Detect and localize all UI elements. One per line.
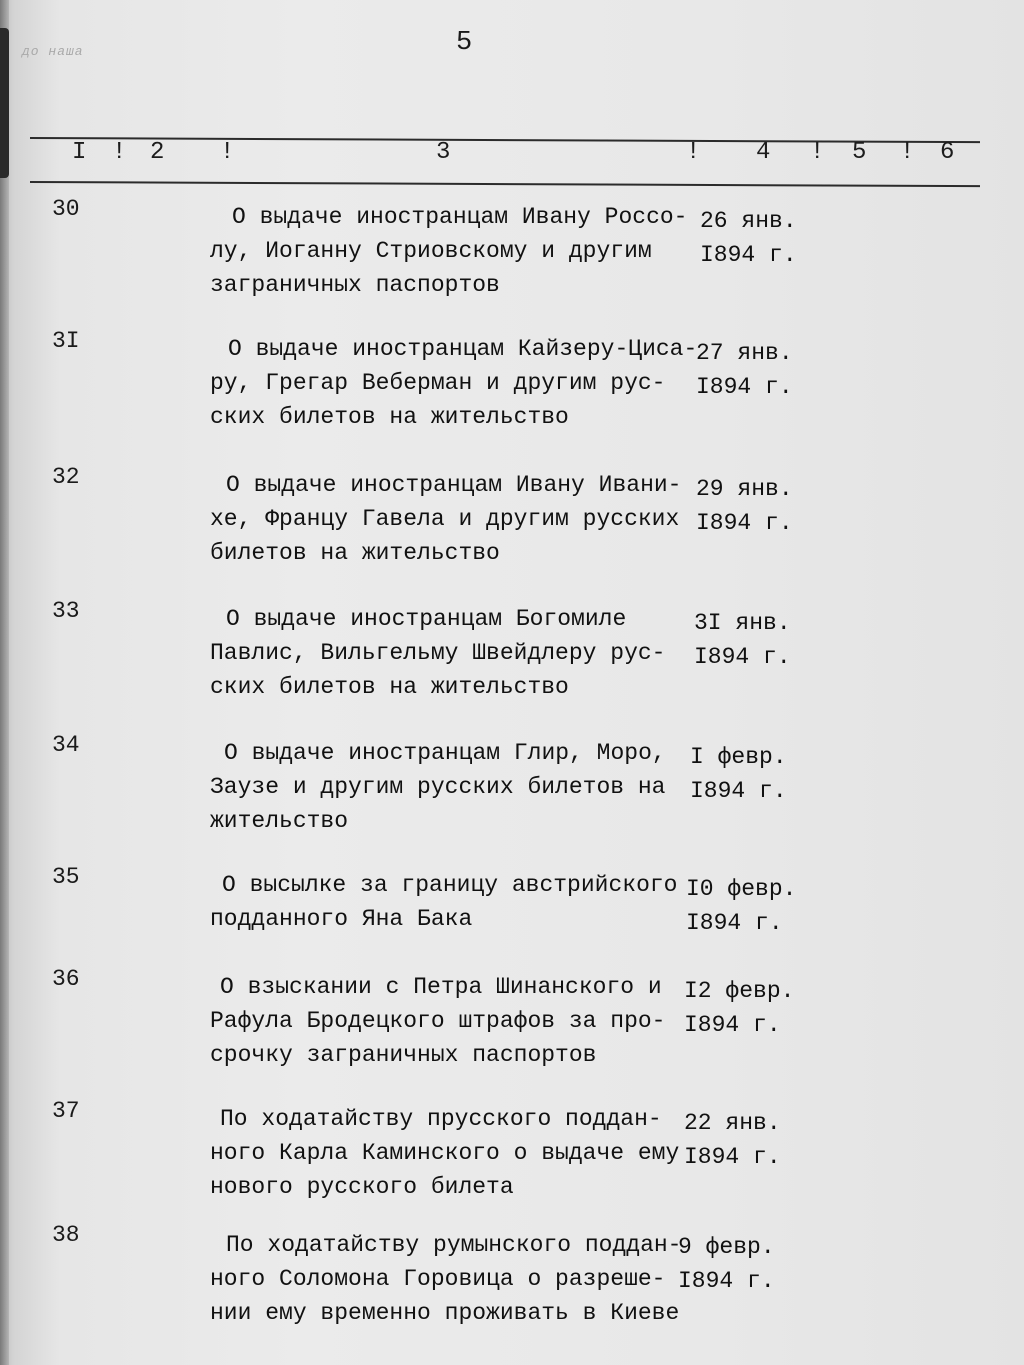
entry-line: срочку заграничных паспортов: [210, 1042, 597, 1068]
entry-line: ских билетов на жительство: [210, 404, 569, 430]
header-col-5: 5: [852, 139, 867, 166]
entry-description: [210, 1102, 685, 1204]
entry-date: [678, 1230, 775, 1298]
entry-date-day: 3I янв.: [694, 610, 791, 636]
entry-line: ного Карла Каминского о выдаче ему: [210, 1140, 680, 1166]
entry-line: жительство: [210, 808, 349, 834]
entry-line: По ходатайству румынского поддан-: [226, 1232, 682, 1258]
entry-line: лу, Иоганну Стриовскому и другим: [210, 238, 652, 264]
entry-line: О выдаче иностранцам Кайзеру-Циса-: [228, 336, 698, 362]
entry-line: нии ему временно проживать в Киеве: [210, 1300, 680, 1326]
entry-description: [210, 970, 685, 1072]
entry-line: ских билетов на жительство: [210, 674, 569, 700]
page-number: 5: [456, 28, 473, 58]
entry-description: [210, 468, 685, 570]
entry-date-day: I0 февр.: [686, 876, 797, 902]
header-col-6: 6: [940, 139, 955, 166]
entry-date-year: I894 г.: [686, 910, 783, 936]
entry-number: 34: [52, 732, 80, 758]
entry-line: ного Соломона Горовица о разреше-: [210, 1266, 666, 1292]
entry-line: билетов на жительство: [210, 540, 500, 566]
entry-line: О выдаче иностранцам Глир, Моро,: [224, 740, 666, 766]
header-separator: !: [112, 139, 127, 166]
entry-line: Павлис, Вильгельму Швейдлеру рус-: [210, 640, 666, 666]
header-col-4: 4: [756, 139, 771, 166]
entry-description: [210, 200, 688, 302]
entry-line: О высылке за границу австрийского: [222, 872, 678, 898]
header-col-2: 2: [150, 139, 165, 166]
entry-line: О взыскании с Петра Шинанского и: [220, 974, 662, 1000]
entry-date: [700, 204, 797, 272]
header-col-3: 3: [436, 139, 451, 166]
header-separator: !: [686, 139, 701, 166]
entry-date: [684, 1106, 781, 1174]
entry-description: [210, 1228, 685, 1330]
entry-date-year: I894 г.: [696, 374, 793, 400]
entry-number: 36: [52, 966, 80, 992]
entry-date-day: 26 янв.: [700, 208, 797, 234]
entry-description: [210, 736, 685, 838]
entry-line: нового русского билета: [210, 1174, 514, 1200]
entry-line: О выдаче иностранцам Ивану Ивани-: [226, 472, 682, 498]
entry-date-year: I894 г.: [694, 644, 791, 670]
entry-description: [210, 602, 685, 704]
header-separator: !: [810, 139, 825, 166]
entry-number: 32: [52, 464, 80, 490]
entry-line: хе, Францу Гавела и другим русских: [210, 506, 680, 532]
entry-date: [696, 336, 793, 404]
entry-line: подданного Яна Бака: [210, 906, 473, 932]
header-col-1: I: [72, 139, 87, 166]
entry-date: [694, 606, 791, 674]
header-separator: !: [220, 139, 235, 166]
entry-number: 30: [52, 196, 80, 222]
entry-date-year: I894 г.: [696, 510, 793, 536]
entry-date-year: I894 г.: [684, 1012, 781, 1038]
entry-date: [684, 974, 794, 1042]
entry-date: [690, 740, 787, 808]
entry-number: 37: [52, 1098, 80, 1124]
entry-description: [210, 868, 685, 936]
margin-stamp: до наша: [22, 44, 84, 59]
entry-date-day: 22 янв.: [684, 1110, 781, 1136]
entry-line: заграничных паспортов: [210, 272, 500, 298]
entry-number: 33: [52, 598, 80, 624]
entry-number: 38: [52, 1222, 80, 1248]
entry-line: О выдаче иностранцам Богомиле: [226, 606, 627, 632]
entry-line: О выдаче иностранцам Ивану Россо-: [232, 204, 688, 230]
entry-date-day: 27 янв.: [696, 340, 793, 366]
entry-date-year: I894 г.: [700, 242, 797, 268]
entry-line: По ходатайству прусского поддан-: [220, 1106, 662, 1132]
entry-line: ру, Грегар Веберман и другим рус-: [210, 370, 666, 396]
entry-date-day: I февр.: [690, 744, 787, 770]
entry-date-day: I2 февр.: [684, 978, 795, 1004]
entry-number: 3I: [52, 328, 80, 354]
entry-date-day: 29 янв.: [696, 476, 793, 502]
entry-date: [686, 872, 796, 940]
entry-date-year: I894 г.: [690, 778, 787, 804]
entry-date-year: I894 г.: [678, 1268, 775, 1294]
entry-line: Рафула Бродецкого штрафов за про-: [210, 1008, 666, 1034]
entry-date-year: I894 г.: [684, 1144, 781, 1170]
entry-date: [696, 472, 793, 540]
header-separator: !: [900, 139, 915, 166]
entry-description: [210, 332, 698, 434]
entry-number: 35: [52, 864, 80, 890]
entry-line: Заузе и другим русских билетов на: [210, 774, 666, 800]
entry-date-day: 9 февр.: [678, 1234, 775, 1260]
